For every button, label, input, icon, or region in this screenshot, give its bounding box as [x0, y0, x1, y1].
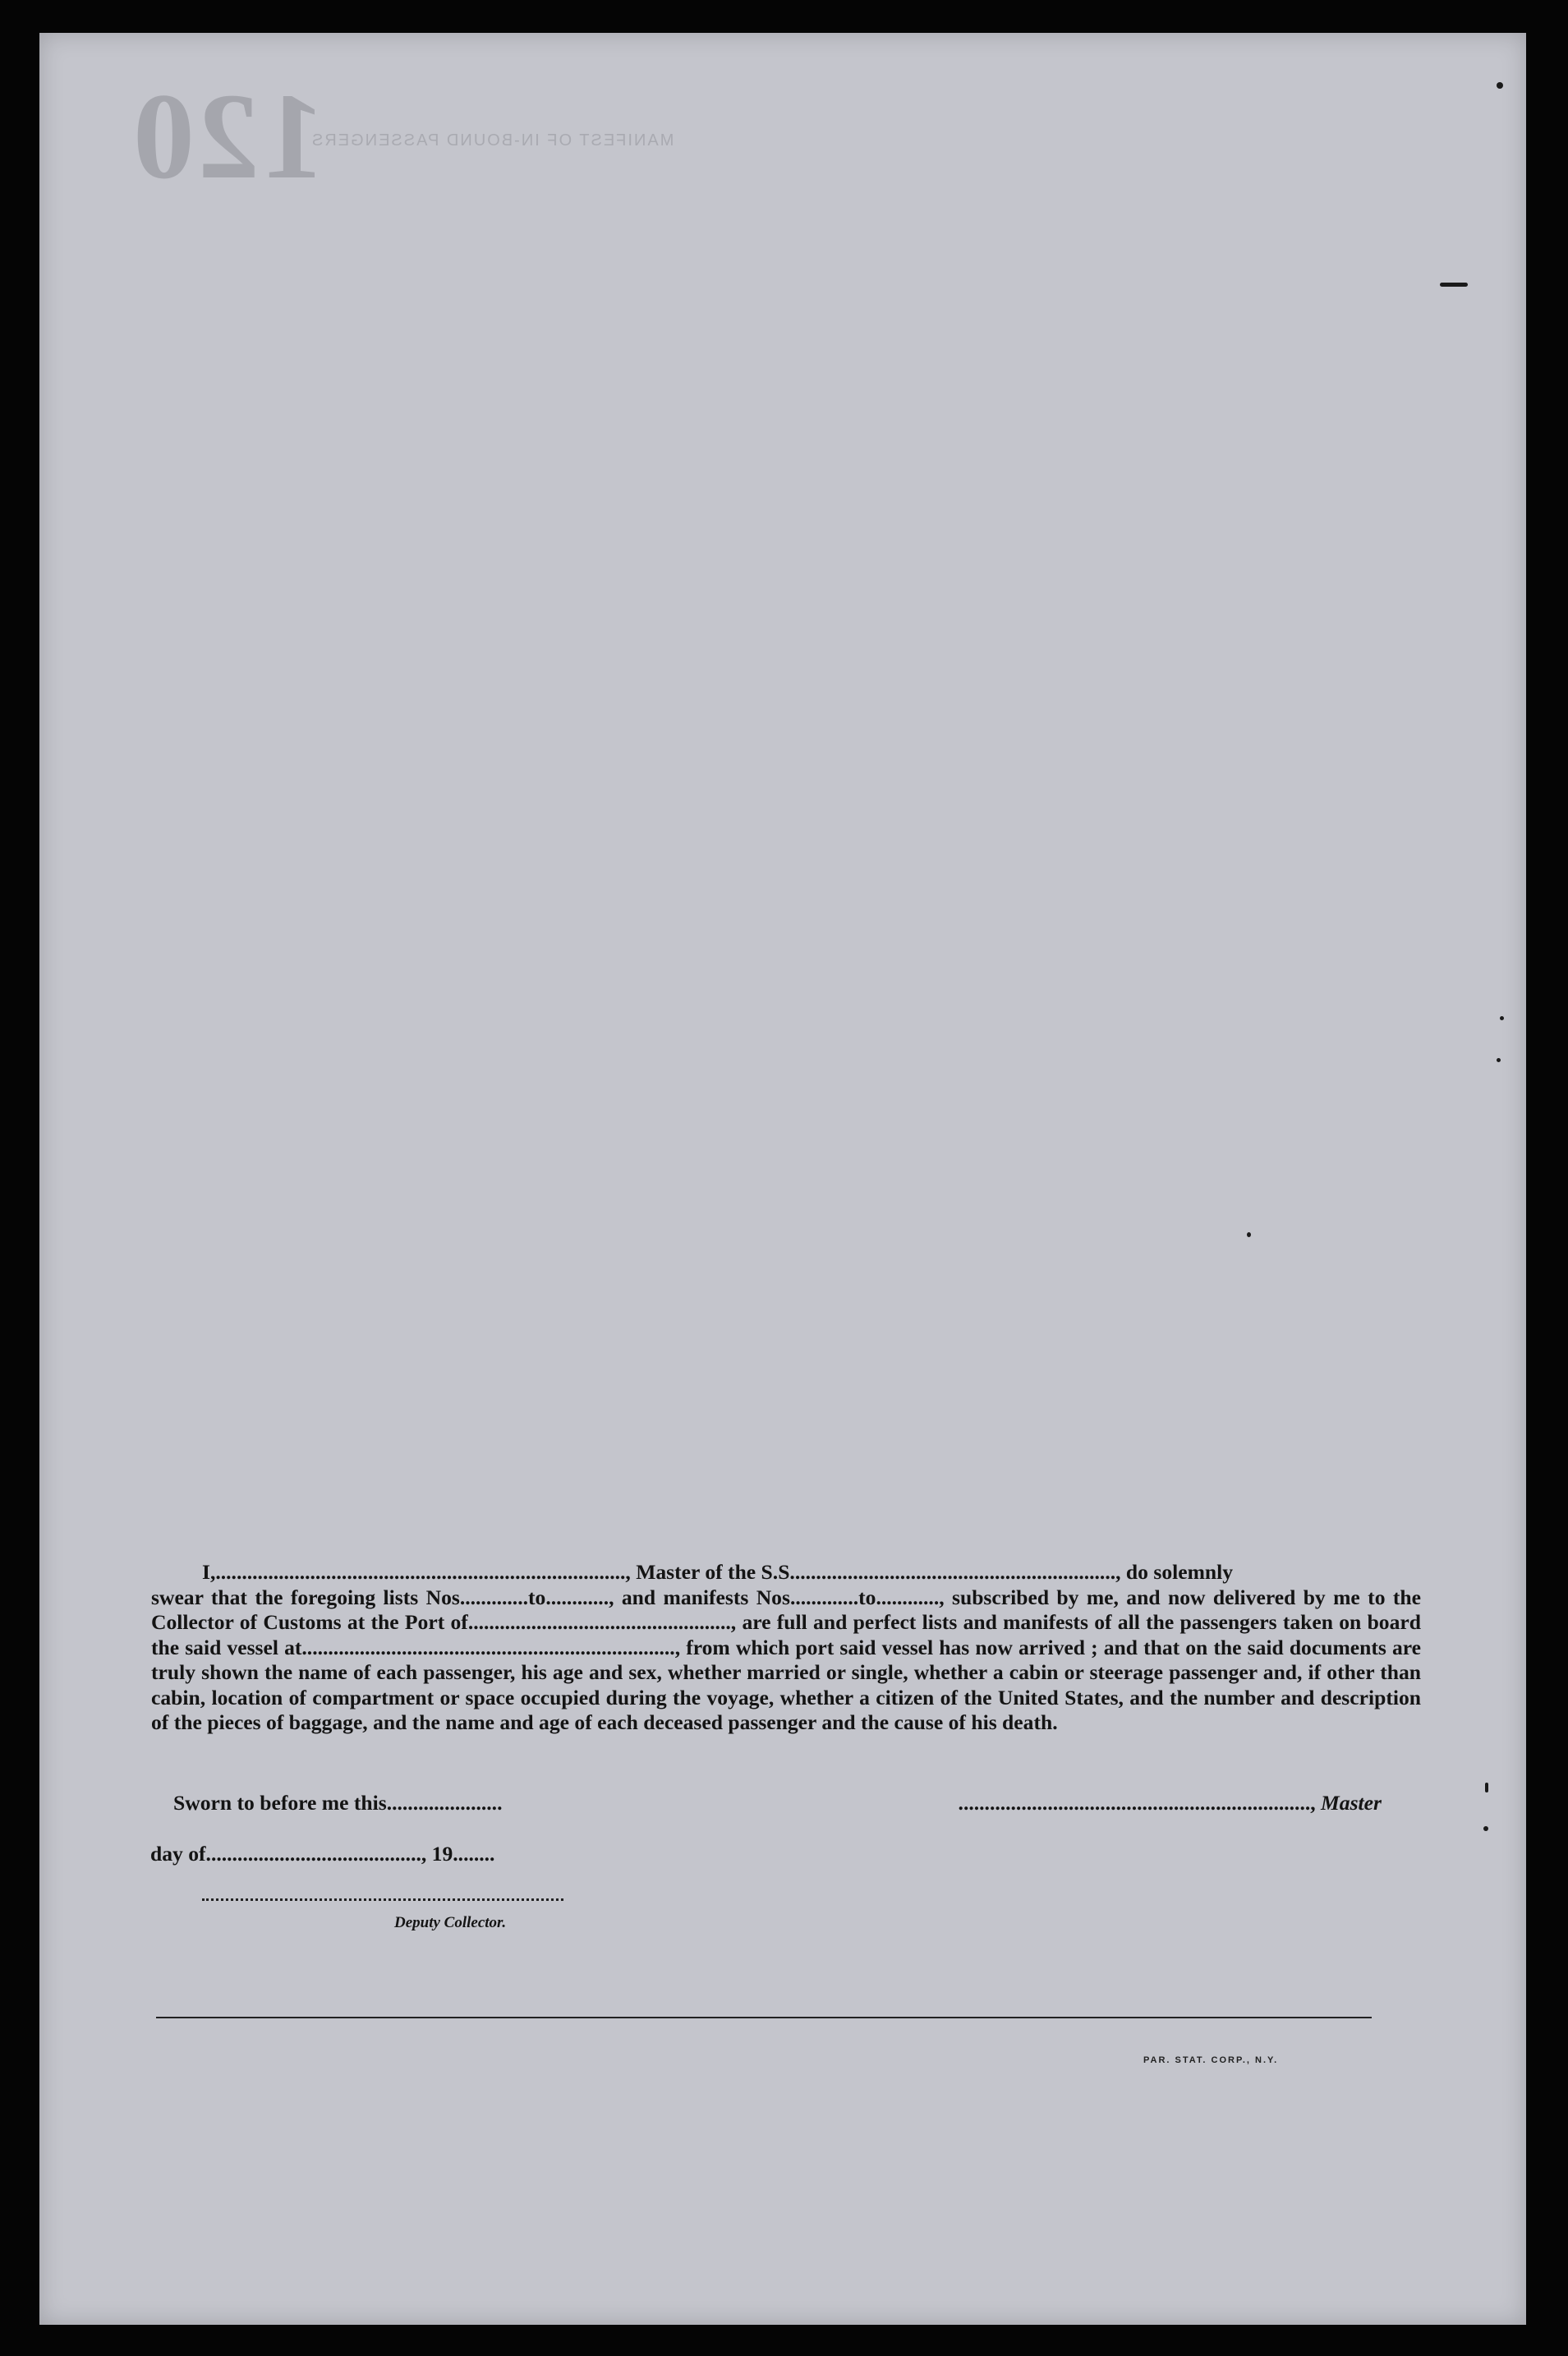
bleed-through-page-number: 120 [130, 68, 324, 205]
bleed-through-header: MANIFEST OF IN-BOUND PASSENGERS [310, 131, 674, 150]
sworn-statement: Sworn to before me this...................... [173, 1791, 503, 1815]
scan-speck [1440, 283, 1468, 287]
scan-speck [1247, 1232, 1251, 1237]
master-dots: ..................................................................., [958, 1791, 1322, 1815]
document-page [39, 33, 1526, 2325]
master-signature-line [959, 1791, 1382, 1815]
scan-speck [1497, 82, 1503, 89]
deputy-signature-line [202, 1898, 563, 1901]
horizontal-rule [156, 2017, 1372, 2018]
master-label: Master [1321, 1791, 1382, 1815]
printer-imprint: PAR. STAT. CORP., N.Y. [1143, 2055, 1279, 2065]
scan-speck [1500, 1016, 1504, 1020]
scan-speck [1497, 1058, 1501, 1062]
day-of-line: day of........................................., 19........ [150, 1842, 495, 1866]
scan-speck [1483, 1826, 1488, 1831]
oath-paragraph [151, 1560, 1421, 1736]
scan-speck [1485, 1783, 1488, 1792]
deputy-collector-label: Deputy Collector. [394, 1914, 507, 1931]
oath-first-line: I,.............................................................................., Master of the S.S.............................................................., do solemnly [202, 1560, 1234, 1584]
oath-body: swear that the foregoing lists Nos.............to............, and manifests Nos.............to............, subscribed by me, and now delivered by me to the Collector of Customs at the Port of.................................................., are full and perfect lists and manifests of all the passengers taken on board the said vessel at......................................................................., from which port said vessel has now arrived ; and that on the said documents are truly shown the name of each passenger, his age and sex, whether married or single, whether a cabin or steerage passenger and, if other than cabin, location of compartment or space occupied during the voyage, whether a citizen of the United States, and the number and description of the pieces of baggage, and the name and age of each deceased passenger and the cause of his death. [151, 1585, 1421, 1734]
